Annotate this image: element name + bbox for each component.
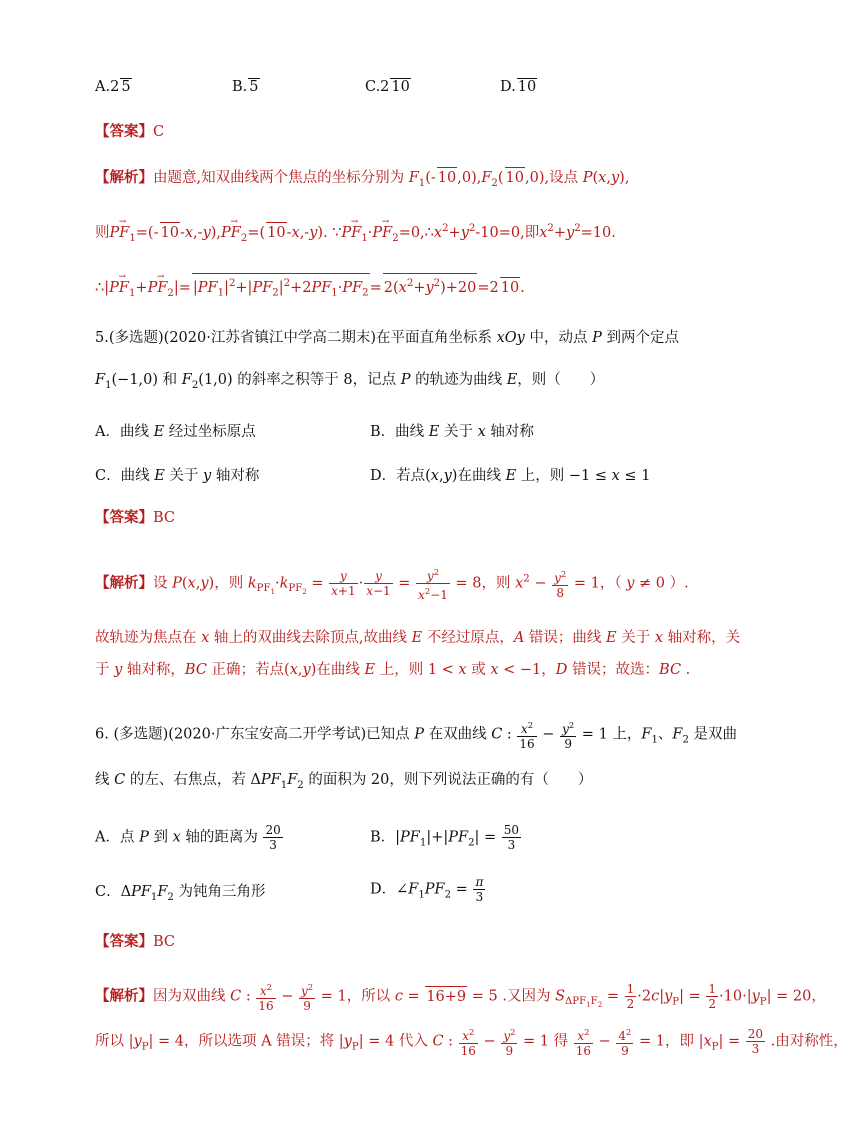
analysis-tag: 【解析】: [95, 575, 153, 592]
answer-value: C: [153, 124, 165, 140]
q6-stem-line-2: 线 C 的左、右焦点，若 $\Delta PF_1F_2$ 的面积为 20，则下列说法正确的有（ ）: [95, 772, 593, 791]
q5-analysis-line-3: 于 y 轴对称，BC 正确；若点(x,y)在曲线 E 上，则 1 < x 或 x < −1，D 错误；故选：BC .: [95, 662, 691, 678]
q6-number: 6.: [95, 726, 109, 743]
analysis-tag: 【解析】: [95, 988, 153, 1005]
q6-option-c: C．$\Delta PF_1F_2$ 为钝角三角形: [95, 884, 266, 903]
q4-option-d: D. 10: [500, 79, 537, 95]
q5-option-b: B．曲线 E 关于 x 轴对称: [370, 424, 534, 440]
answer-tag: 【答案】: [95, 934, 153, 950]
q4-answer: [95, 122, 164, 142]
answer-tag: 【答案】: [95, 510, 153, 526]
q6-option-b: B．$|PF_1|+|PF_2|$ = $\frac{50}{3}$: [370, 823, 520, 852]
q4-option-b: B. 5: [232, 79, 259, 95]
q5-stem-line-2: $F_1(-1,0)$ 和 $F_2(1,0)$ 的斜率之积等于 8，记点 P 的轨迹为曲线 E，则（ ）: [95, 372, 605, 391]
q6-analysis-line-2: 所以 $|y_P| = 4$，所以选项 A 错误；将 $|y_P| = 4$ 代入 C : $\frac{x^2}{16}$ − $\frac{y^2}{9}$ = 1 得 $\frac{x^2}{16}$ − $\frac{4^2}{9}$ = 1，即 $|x_P|$ = $\frac{20}{3}$ .由对称性，: [95, 1027, 848, 1058]
q6-source: (2020·广东宝安高二开学考试): [168, 726, 367, 743]
q5-type: (多选题): [108, 330, 164, 346]
q5-analysis-line-2: 故轨迹为焦点在 x 轴上的双曲线去除顶点,故曲线 E 不经过原点，A 错误；曲线 E 关于 x 轴对称，关: [95, 630, 741, 646]
analysis-tag: 【解析】: [95, 170, 153, 186]
q6-type: (多选题): [113, 726, 169, 743]
q5-answer: [95, 508, 175, 528]
q5-option-d: D．若点(x,y)在曲线 E 上，则 −1 ≤ x ≤ 1: [370, 468, 651, 484]
q4-analysis-line-2: 则→ $PF_1=(-$ $10-x,-y),\to PF_2=$( 10-x,-y). ∵→ $PF_1\cdot\to$ $PF_2=0,\therefore x^2+y^2-10=0$,即$x^2+y^2=10$.: [95, 219, 616, 249]
answer-value: BC: [153, 934, 176, 950]
q5-option-c: C．曲线 E 关于 y 轴对称: [95, 468, 260, 484]
q5-stem-line-1: 5.(多选题)(2020·江苏省镇江中学高二期末)在平面直角坐标系 xOy 中，动点 P 到两个定点: [95, 330, 679, 346]
q4-option-a: A.2 5: [95, 79, 131, 95]
q6-option-d: D．$\angle F_1PF_2$ = $\frac{\pi}{3}$: [370, 875, 484, 904]
q5-source: (2020·江苏省镇江中学高二期末): [163, 330, 376, 346]
q4-analysis-line-1: 【解析】由题意,知双曲线两个焦点的坐标分别为 $F_1(-$ $10,0),F_2$( 10,0),设点 P(x,y),: [95, 167, 629, 194]
q6-answer: [95, 932, 175, 952]
q4-option-c: C.2 10: [365, 79, 410, 95]
answer-tag: 【答案】: [95, 124, 153, 140]
q5-option-a: A．曲线 E 经过坐标原点: [95, 424, 256, 440]
q6-analysis-line-1: 【解析】因为双曲线 C : $\frac{x^2}{16}$ − $\frac{y^2}{9}$ = 1，所以 c = 16+9 = 5 .又因为 $S_{\Delta PF_1F_2}$ = $\frac{1}{2}$ $\cdot 2c|y_P|$ = $\frac{1}{2}$ $\cdot 10\cdot|y_P| = 20$，: [95, 982, 826, 1013]
q5-number: 5.: [95, 330, 109, 346]
q4-analysis-line-3: ∴|→ $PF_1+\to PF_2|= |PF_1|^2+|PF_2|^2+2PF_1\cdot PF_2= 2(x^2+y^2)+20=2$ 10.: [95, 273, 525, 304]
q6-stem-line-1: 6. (多选题)(2020·广东宝安高二开学考试)已知点 P 在双曲线 C : $\frac{x^2}{16}$ − $\frac{y^2}{9}$ = 1 上，$F_1$、$F_2$ 是双曲: [95, 720, 738, 751]
answer-value: BC: [153, 510, 176, 526]
q6-option-a: A．点 P 到 x 轴的距离为 $\frac{20}{3}$: [95, 823, 281, 852]
q5-analysis-line-1: 【解析】设 P(x,y)，则 $k_{PF_1}\cdot k_{PF_2}$ = $\frac{y}{x+1}$ · $\frac{y}{x-1}$ = $\frac{y^2}{x^2-1}$ = 8，则 $x^2$ − $\frac{y^2}{8}$ = 1，（ y ≠ 0 ）.: [95, 567, 689, 602]
